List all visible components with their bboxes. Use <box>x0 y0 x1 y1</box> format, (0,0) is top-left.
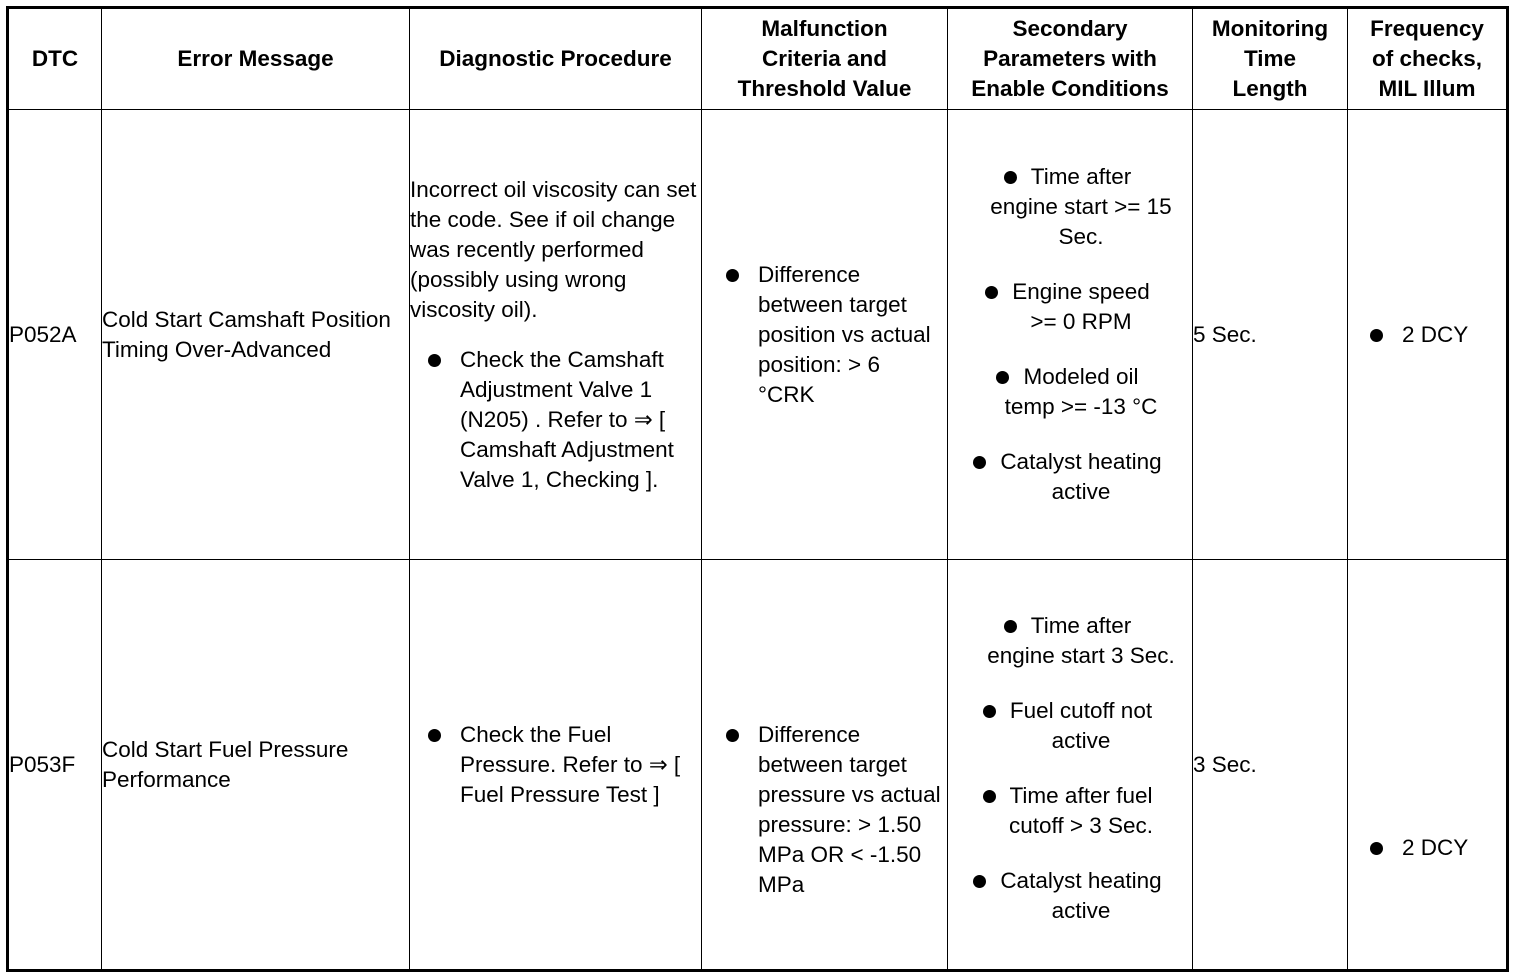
secondary-item-line: Catalyst heating <box>1000 447 1161 477</box>
secondary-item-line: active <box>1051 479 1111 504</box>
header-diagnostic-procedure: Diagnostic Procedure <box>410 8 702 110</box>
frequency-list <box>1402 833 1506 863</box>
procedure-intro: Incorrect oil viscosity can set the code. See if oil change was recently performed (possibly using wrong viscosity oil). <box>410 176 697 322</box>
header-malfunction-criteria <box>702 8 948 110</box>
header-line: Parameters with <box>983 46 1157 71</box>
secondary-list <box>948 162 1192 507</box>
procedure-steps <box>460 345 695 495</box>
criteria-list <box>758 260 941 410</box>
secondary-item-line: Catalyst heating <box>1000 866 1161 896</box>
diagnostic-procedure <box>410 110 702 560</box>
secondary-item <box>978 162 1192 252</box>
secondary-item-line: Time after <box>1031 162 1131 192</box>
secondary-item <box>978 362 1192 422</box>
secondary-item-line: Fuel cutoff not <box>1010 696 1152 726</box>
error-message: Cold Start Camshaft Position Timing Over-Advanced <box>102 110 410 560</box>
secondary-item-line: engine start 3 Sec. <box>987 643 1175 668</box>
error-message: Cold Start Fuel Pressure Performance <box>102 560 410 971</box>
secondary-item <box>978 277 1192 337</box>
secondary-item-line: Time after <box>1031 611 1131 641</box>
secondary-parameters <box>948 110 1193 560</box>
secondary-item-line: cutoff > 3 Sec. <box>1008 813 1154 838</box>
secondary-parameters <box>948 560 1193 971</box>
secondary-item <box>978 696 1192 756</box>
header-dtc: DTC <box>8 8 102 110</box>
criteria-item: Difference between target position vs actual position: > 6 °CRK <box>758 260 941 410</box>
secondary-item <box>978 781 1192 841</box>
secondary-item-line: Time after fuel <box>1010 781 1153 811</box>
dtc-code: P053F <box>8 560 102 971</box>
header-monitoring-time <box>1193 8 1348 110</box>
header-line: Time <box>1243 46 1297 71</box>
procedure-steps <box>460 720 695 810</box>
frequency-list <box>1402 320 1506 350</box>
monitoring-time: 5 Sec. <box>1193 110 1348 560</box>
malfunction-criteria <box>702 110 948 560</box>
secondary-item-line: Engine speed <box>1012 277 1150 307</box>
table-row <box>8 560 1508 971</box>
table-header-row <box>8 8 1508 110</box>
frequency <box>1348 110 1508 560</box>
secondary-item-line: active <box>1051 898 1111 923</box>
header-line: Threshold Value <box>737 76 912 101</box>
header-frequency <box>1348 8 1508 110</box>
frequency <box>1348 560 1508 971</box>
secondary-list <box>948 611 1192 926</box>
dtc-code: P052A <box>8 110 102 560</box>
header-line: MIL Illum <box>1378 76 1476 101</box>
header-line: Enable Conditions <box>971 76 1169 101</box>
header-secondary-parameters <box>948 8 1193 110</box>
procedure-step: Check the Fuel Pressure. Refer to ⇒ [ Fuel Pressure Test ] <box>460 720 695 810</box>
table-row <box>8 110 1508 560</box>
header-line: of checks, <box>1371 46 1483 71</box>
header-line: Frequency <box>1370 16 1484 41</box>
header-line: Secondary <box>1012 16 1128 41</box>
procedure-step: Check the Camshaft Adjustment Valve 1 (N205) . Refer to ⇒ [ Camshaft Adjustment Valve 1, Checking ]. <box>460 345 695 495</box>
frequency-item: 2 DCY <box>1402 833 1506 863</box>
dtc-table <box>6 6 1509 972</box>
header-line: Criteria and <box>761 46 888 71</box>
criteria-list <box>758 720 941 900</box>
secondary-item <box>978 611 1192 671</box>
secondary-item <box>978 447 1192 507</box>
secondary-item-line: engine start >= 15 Sec. <box>990 194 1172 249</box>
secondary-item-line: Modeled oil <box>1023 362 1138 392</box>
header-error-message: Error Message <box>102 8 410 110</box>
diagnostic-procedure <box>410 560 702 971</box>
frequency-item: 2 DCY <box>1402 320 1506 350</box>
malfunction-criteria <box>702 560 948 971</box>
secondary-item <box>978 866 1192 926</box>
header-line: Monitoring <box>1211 16 1329 41</box>
monitoring-time: 3 Sec. <box>1193 560 1348 971</box>
secondary-item-line: >= 0 RPM <box>1030 309 1132 334</box>
secondary-item-line: temp >= -13 °C <box>1004 394 1158 419</box>
header-line: Malfunction <box>761 16 888 41</box>
secondary-item-line: active <box>1051 728 1111 753</box>
header-line: Length <box>1232 76 1308 101</box>
criteria-item: Difference between target pressure vs actual pressure: > 1.50 MPa OR < -1.50 MPa <box>758 720 941 900</box>
